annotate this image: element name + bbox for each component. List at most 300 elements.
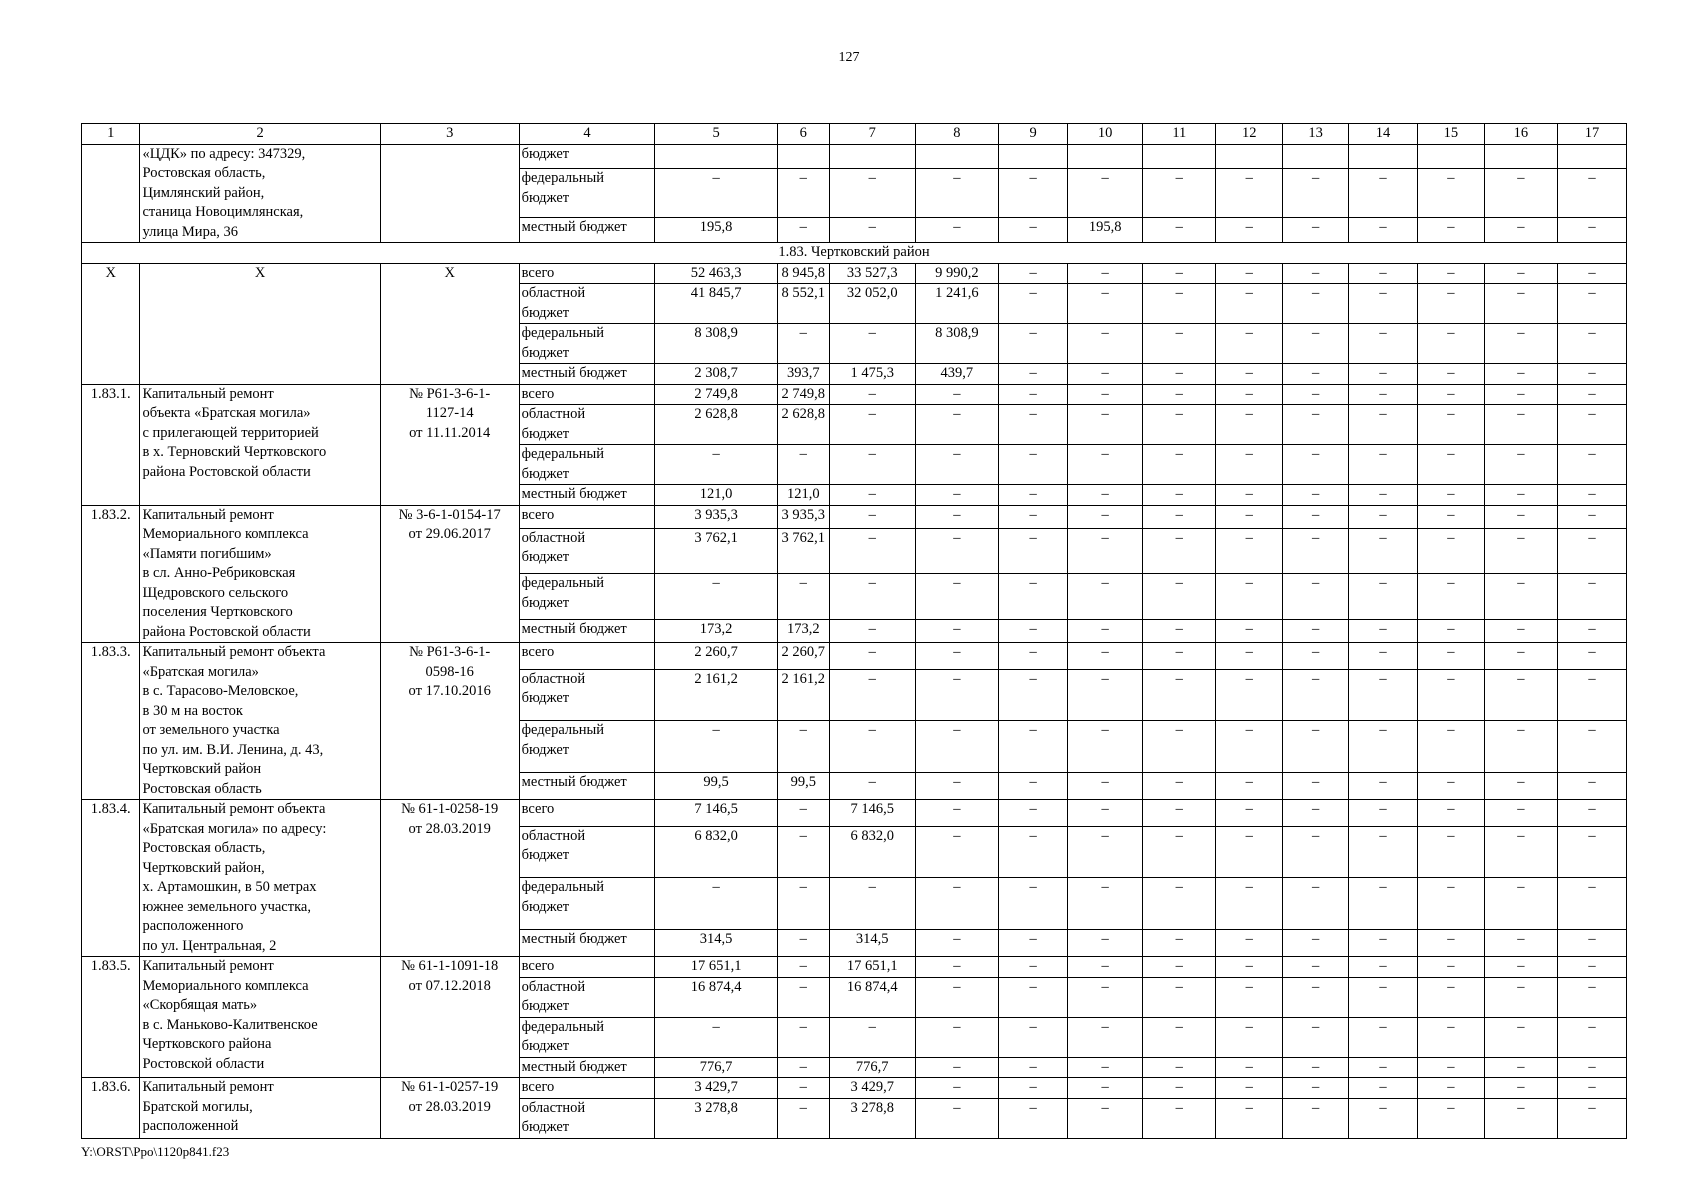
amount-cell: – bbox=[1283, 324, 1349, 364]
funding-source-line: всего bbox=[521, 506, 555, 523]
object-name-line: Мемориального комплекса bbox=[142, 526, 309, 542]
amount-cell: – bbox=[999, 505, 1068, 528]
amount-cell: – bbox=[1216, 169, 1283, 218]
item-number: Х bbox=[82, 263, 140, 384]
amount-cell: – bbox=[1068, 284, 1143, 324]
amount-cell: – bbox=[1143, 773, 1216, 800]
amount-cell: – bbox=[1484, 405, 1557, 445]
amount-cell: – bbox=[1349, 405, 1418, 445]
funding-source-line: всего bbox=[521, 644, 555, 660]
funding-source-line: областной bbox=[521, 1099, 586, 1116]
amount-cell: – bbox=[999, 643, 1068, 670]
funding-source-line: областной bbox=[521, 406, 586, 422]
object-name-line: станица Новоцимлянская, bbox=[142, 204, 304, 220]
amount-cell: – bbox=[1349, 1057, 1418, 1078]
amount-cell: – bbox=[777, 574, 829, 619]
amount-cell: 776,7 bbox=[655, 1057, 777, 1078]
amount-cell: – bbox=[1417, 957, 1484, 978]
amount-cell: 6 832,0 bbox=[829, 826, 915, 878]
column-number-header: 15 bbox=[1417, 124, 1484, 145]
funding-source-line: бюджет bbox=[521, 549, 570, 566]
funding-source bbox=[519, 218, 655, 243]
amount-cell: – bbox=[999, 485, 1068, 506]
amount-cell: – bbox=[1283, 445, 1349, 485]
amount-cell: – bbox=[655, 878, 777, 930]
amount-cell: 16 874,4 bbox=[829, 977, 915, 1017]
object-name-line: Чертковского района bbox=[142, 1036, 272, 1052]
amount-cell: – bbox=[1349, 485, 1418, 506]
amount-cell: – bbox=[829, 721, 915, 773]
funding-source bbox=[519, 169, 655, 218]
amount-cell: – bbox=[1349, 324, 1418, 364]
amount-cell: – bbox=[1349, 263, 1418, 284]
amount-cell: – bbox=[1417, 1078, 1484, 1099]
amount-cell: – bbox=[655, 1017, 777, 1057]
amount-cell: – bbox=[1484, 384, 1557, 405]
amount-cell: – bbox=[1349, 574, 1418, 619]
object-name-line: Х bbox=[254, 264, 266, 281]
amount-cell: 776,7 bbox=[829, 1057, 915, 1078]
object-name-line: х. Артамошкин, в 50 метрах bbox=[142, 879, 317, 895]
amount-cell: – bbox=[1557, 574, 1626, 619]
object-name-line: Капитальный ремонт объекта bbox=[142, 801, 326, 817]
amount-cell: – bbox=[1349, 957, 1418, 978]
amount-cell: 3 429,7 bbox=[829, 1078, 915, 1099]
amount-cell: 314,5 bbox=[655, 930, 777, 957]
amount-cell: – bbox=[1484, 1078, 1557, 1099]
table-row bbox=[82, 800, 1627, 827]
amount-cell: – bbox=[1484, 957, 1557, 978]
amount-cell: – bbox=[1349, 169, 1418, 218]
object-name-line: «Скорбящая мать» bbox=[142, 997, 258, 1013]
item-number: 1.83.3. bbox=[82, 643, 140, 800]
amount-cell: – bbox=[1417, 1057, 1484, 1078]
amount-cell: – bbox=[829, 773, 915, 800]
funding-source bbox=[519, 445, 655, 485]
amount-cell: 8 308,9 bbox=[915, 324, 999, 364]
funding-source bbox=[519, 1057, 655, 1078]
amount-cell: – bbox=[915, 505, 999, 528]
amount-cell: – bbox=[829, 574, 915, 619]
amount-cell: – bbox=[1557, 364, 1626, 385]
amount-cell: – bbox=[1349, 528, 1418, 573]
document-reference bbox=[380, 800, 519, 957]
funding-source-line: местный бюджет bbox=[521, 365, 627, 381]
amount-cell: – bbox=[1143, 505, 1216, 528]
amount-cell: 8 945,8 bbox=[777, 263, 829, 284]
object-name-line: Братской могилы, bbox=[142, 1098, 253, 1115]
amount-cell: – bbox=[1417, 485, 1484, 506]
amount-cell: – bbox=[777, 1098, 829, 1138]
amount-cell: 9 990,2 bbox=[915, 263, 999, 284]
amount-cell: – bbox=[1484, 800, 1557, 827]
document-reference bbox=[380, 1078, 519, 1139]
amount-cell: – bbox=[1417, 384, 1484, 405]
amount-cell: – bbox=[1068, 169, 1143, 218]
funding-source bbox=[519, 405, 655, 445]
funding-source bbox=[519, 957, 655, 978]
object-name-line: от земельного участка bbox=[142, 722, 280, 738]
amount-cell: – bbox=[1484, 485, 1557, 506]
amount-cell: – bbox=[1484, 669, 1557, 721]
amount-cell: – bbox=[1349, 619, 1418, 642]
amount-cell: – bbox=[1557, 669, 1626, 721]
object-name-line: «Братская могила» по адресу: bbox=[142, 820, 327, 837]
funding-source-line: бюджет bbox=[521, 1119, 570, 1135]
amount-cell: – bbox=[829, 643, 915, 670]
column-number-header: 12 bbox=[1216, 124, 1283, 145]
amount-cell: – bbox=[999, 619, 1068, 642]
amount-cell: – bbox=[1068, 773, 1143, 800]
object-name bbox=[140, 505, 380, 643]
amount-cell: – bbox=[777, 930, 829, 957]
amount-cell: – bbox=[915, 169, 999, 218]
amount-cell: – bbox=[1143, 364, 1216, 385]
table-row bbox=[82, 505, 1627, 528]
amount-cell: – bbox=[1143, 405, 1216, 445]
amount-cell: – bbox=[915, 405, 999, 445]
object-name-line: Ростовская область bbox=[142, 780, 262, 797]
amount-cell: – bbox=[777, 324, 829, 364]
funding-source-line: федеральный bbox=[521, 879, 605, 896]
amount-cell: – bbox=[1068, 405, 1143, 445]
object-name-line: Цимлянский район, bbox=[142, 184, 265, 201]
amount-cell: – bbox=[1484, 324, 1557, 364]
amount-cell: – bbox=[1484, 218, 1557, 243]
amount-cell: – bbox=[1557, 384, 1626, 405]
amount-cell: – bbox=[1143, 1098, 1216, 1138]
amount-cell: – bbox=[1484, 528, 1557, 573]
amount-cell: – bbox=[915, 930, 999, 957]
amount-cell: – bbox=[1417, 619, 1484, 642]
amount-cell: 3 762,1 bbox=[777, 528, 829, 573]
document-reference-line: № 61-1-1091-18 bbox=[401, 958, 499, 974]
amount-cell: – bbox=[1216, 721, 1283, 773]
object-name-line: «Братская могила» bbox=[142, 663, 259, 680]
amount-cell: – bbox=[1143, 284, 1216, 324]
amount-cell: 2 749,8 bbox=[655, 384, 777, 405]
amount-cell: – bbox=[777, 1057, 829, 1078]
amount-cell: – bbox=[1068, 574, 1143, 619]
funding-source-line: бюджет bbox=[521, 898, 570, 915]
document-reference-line: № 3-6-1-0154-17 bbox=[398, 506, 501, 523]
amount-cell: – bbox=[1283, 1078, 1349, 1099]
amount-cell: – bbox=[1143, 721, 1216, 773]
document-reference bbox=[380, 263, 519, 384]
amount-cell: – bbox=[1484, 721, 1557, 773]
amount-cell: – bbox=[999, 1078, 1068, 1099]
amount-cell: – bbox=[1557, 957, 1626, 978]
funding-source-line: федеральный bbox=[521, 170, 605, 187]
amount-cell: 2 628,8 bbox=[655, 405, 777, 445]
amount-cell: – bbox=[1283, 721, 1349, 773]
amount-cell: – bbox=[1283, 977, 1349, 1017]
amount-cell: – bbox=[1143, 169, 1216, 218]
object-name-line: Ростовской области bbox=[142, 1055, 265, 1072]
amount-cell: – bbox=[915, 445, 999, 485]
funding-source bbox=[519, 528, 655, 573]
amount-cell: – bbox=[999, 324, 1068, 364]
column-number-header: 17 bbox=[1557, 124, 1626, 145]
district-title: 1.83. Чертковский район bbox=[82, 243, 1627, 264]
amount-cell: – bbox=[829, 384, 915, 405]
amount-cell: – bbox=[1557, 878, 1626, 930]
amount-cell: – bbox=[915, 1078, 999, 1099]
amount-cell: – bbox=[1417, 721, 1484, 773]
amount-cell: – bbox=[1283, 505, 1349, 528]
amount-cell: – bbox=[1283, 284, 1349, 324]
amount-cell: – bbox=[1216, 977, 1283, 1017]
object-name-line: по ул. Центральная, 2 bbox=[142, 937, 277, 954]
amount-cell: – bbox=[655, 574, 777, 619]
object-name-line: в 30 м на восток bbox=[142, 702, 243, 719]
funding-source-line: областной bbox=[521, 827, 586, 844]
amount-cell: – bbox=[1283, 263, 1349, 284]
amount-cell: – bbox=[915, 574, 999, 619]
amount-cell: 52 463,3 bbox=[655, 263, 777, 284]
document-reference bbox=[380, 144, 519, 243]
item-number: 1.83.4. bbox=[82, 800, 140, 957]
amount-cell bbox=[655, 144, 777, 169]
funding-source-line: федеральный bbox=[521, 575, 605, 592]
amount-cell: – bbox=[999, 721, 1068, 773]
amount-cell: – bbox=[1283, 773, 1349, 800]
amount-cell: – bbox=[1068, 1057, 1143, 1078]
funding-source-line: бюджет bbox=[521, 741, 570, 758]
funding-source-line: областной bbox=[521, 978, 586, 995]
amount-cell: – bbox=[1143, 324, 1216, 364]
amount-cell: – bbox=[1068, 721, 1143, 773]
column-number-header: 9 bbox=[999, 124, 1068, 145]
amount-cell: – bbox=[915, 669, 999, 721]
amount-cell: – bbox=[1216, 773, 1283, 800]
amount-cell: 8 308,9 bbox=[655, 324, 777, 364]
amount-cell: – bbox=[1143, 619, 1216, 642]
amount-cell: – bbox=[1417, 445, 1484, 485]
amount-cell: – bbox=[1143, 669, 1216, 721]
amount-cell: – bbox=[1216, 826, 1283, 878]
amount-cell: 33 527,3 bbox=[829, 263, 915, 284]
amount-cell: 3 935,3 bbox=[655, 505, 777, 528]
amount-cell: 16 874,4 bbox=[655, 977, 777, 1017]
amount-cell: 3 429,7 bbox=[655, 1078, 777, 1099]
amount-cell bbox=[999, 144, 1068, 169]
object-name-line: улица Мира, 36 bbox=[142, 223, 239, 240]
amount-cell: – bbox=[1557, 218, 1626, 243]
amount-cell bbox=[829, 144, 915, 169]
object-name bbox=[140, 384, 380, 505]
amount-cell: – bbox=[1557, 773, 1626, 800]
footer-file-path: Y:\ORST\Ppo\1120p841.f23 bbox=[81, 1144, 230, 1159]
amount-cell: – bbox=[1557, 169, 1626, 218]
amount-cell: 2 161,2 bbox=[777, 669, 829, 721]
amount-cell: – bbox=[1557, 800, 1626, 827]
amount-cell: – bbox=[1068, 384, 1143, 405]
amount-cell bbox=[777, 144, 829, 169]
amount-cell: 2 749,8 bbox=[777, 384, 829, 405]
amount-cell: – bbox=[1068, 878, 1143, 930]
funding-source-line: областной bbox=[521, 285, 586, 301]
amount-cell: 2 260,7 bbox=[655, 643, 777, 670]
amount-cell: – bbox=[999, 364, 1068, 385]
amount-cell: – bbox=[1216, 669, 1283, 721]
table-row bbox=[82, 957, 1627, 978]
object-name bbox=[140, 1078, 380, 1139]
amount-cell: – bbox=[1349, 930, 1418, 957]
amount-cell: – bbox=[1557, 721, 1626, 773]
table-row bbox=[82, 384, 1627, 405]
amount-cell: – bbox=[1349, 445, 1418, 485]
amount-cell: – bbox=[1484, 1017, 1557, 1057]
funding-source bbox=[519, 485, 655, 506]
amount-cell: – bbox=[1484, 878, 1557, 930]
item-number: 1.83.6. bbox=[82, 1078, 140, 1139]
object-name-line: района Ростовской области bbox=[142, 463, 311, 480]
document-reference bbox=[380, 505, 519, 643]
amount-cell: – bbox=[1484, 263, 1557, 284]
amount-cell: – bbox=[915, 1098, 999, 1138]
amount-cell: – bbox=[915, 977, 999, 1017]
amount-cell: 3 278,8 bbox=[655, 1098, 777, 1138]
amount-cell: 121,0 bbox=[777, 485, 829, 506]
amount-cell: – bbox=[1283, 826, 1349, 878]
amount-cell bbox=[1557, 144, 1626, 169]
funding-source-line: федеральный bbox=[521, 722, 605, 739]
funding-source bbox=[519, 324, 655, 364]
funding-source-line: местный бюджет bbox=[521, 931, 627, 948]
funding-source-line: областной bbox=[521, 529, 586, 546]
amount-cell: 99,5 bbox=[655, 773, 777, 800]
funding-source-line: федеральный bbox=[521, 1018, 605, 1035]
amount-cell: – bbox=[1143, 930, 1216, 957]
column-number-header: 4 bbox=[519, 124, 655, 145]
object-name-line: расположенного bbox=[142, 918, 244, 934]
amount-cell bbox=[1417, 144, 1484, 169]
amount-cell: – bbox=[777, 826, 829, 878]
amount-cell: – bbox=[1349, 1078, 1418, 1099]
amount-cell: – bbox=[915, 528, 999, 573]
amount-cell: – bbox=[1143, 445, 1216, 485]
amount-cell: – bbox=[1484, 619, 1557, 642]
amount-cell: – bbox=[1068, 1078, 1143, 1099]
object-name bbox=[140, 800, 380, 957]
object-name-line: Чертковский район, bbox=[142, 859, 265, 876]
funding-source-line: местный бюджет bbox=[521, 1058, 627, 1075]
amount-cell: – bbox=[1216, 957, 1283, 978]
amount-cell: – bbox=[1283, 169, 1349, 218]
funding-source bbox=[519, 721, 655, 773]
amount-cell: – bbox=[999, 800, 1068, 827]
amount-cell: 17 651,1 bbox=[829, 957, 915, 978]
table-row bbox=[82, 144, 1627, 169]
amount-cell: – bbox=[1283, 1017, 1349, 1057]
funding-source bbox=[519, 144, 655, 169]
amount-cell: – bbox=[1068, 957, 1143, 978]
amount-cell: 195,8 bbox=[1068, 218, 1143, 243]
amount-cell: – bbox=[1068, 669, 1143, 721]
amount-cell: – bbox=[999, 977, 1068, 1017]
object-name bbox=[140, 643, 380, 800]
amount-cell: 6 832,0 bbox=[655, 826, 777, 878]
object-name-line: Ростовская область, bbox=[142, 840, 266, 856]
amount-cell: – bbox=[1068, 1098, 1143, 1138]
object-name-line: Капитальный ремонт bbox=[142, 506, 274, 523]
amount-cell: 393,7 bbox=[777, 364, 829, 385]
amount-cell: 3 935,3 bbox=[777, 505, 829, 528]
amount-cell: – bbox=[1283, 485, 1349, 506]
amount-cell: – bbox=[999, 669, 1068, 721]
amount-cell: – bbox=[1143, 485, 1216, 506]
amount-cell: – bbox=[1557, 1078, 1626, 1099]
column-number-header: 5 bbox=[655, 124, 777, 145]
amount-cell: – bbox=[777, 977, 829, 1017]
amount-cell: – bbox=[1143, 263, 1216, 284]
amount-cell: – bbox=[1216, 263, 1283, 284]
amount-cell: – bbox=[1143, 384, 1216, 405]
amount-cell: – bbox=[1283, 528, 1349, 573]
funding-source-line: всего bbox=[521, 1079, 555, 1095]
amount-cell: – bbox=[1417, 930, 1484, 957]
amount-cell: – bbox=[1417, 773, 1484, 800]
amount-cell: – bbox=[1068, 977, 1143, 1017]
funding-source bbox=[519, 826, 655, 878]
amount-cell: – bbox=[1349, 721, 1418, 773]
amount-cell: – bbox=[1349, 977, 1418, 1017]
amount-cell: – bbox=[1143, 218, 1216, 243]
amount-cell: – bbox=[999, 826, 1068, 878]
amount-cell: – bbox=[1557, 445, 1626, 485]
object-name-line: в сл. Анно-Ребриковская bbox=[142, 565, 296, 581]
amount-cell: – bbox=[999, 405, 1068, 445]
amount-cell: – bbox=[1417, 324, 1484, 364]
funding-source bbox=[519, 384, 655, 405]
amount-cell: – bbox=[999, 263, 1068, 284]
funding-source bbox=[519, 800, 655, 827]
amount-cell: – bbox=[915, 878, 999, 930]
amount-cell: – bbox=[1216, 1017, 1283, 1057]
amount-cell: 314,5 bbox=[829, 930, 915, 957]
amount-cell: – bbox=[1349, 284, 1418, 324]
funding-source bbox=[519, 930, 655, 957]
amount-cell: – bbox=[777, 800, 829, 827]
funding-source-line: федеральный bbox=[521, 325, 605, 341]
funding-source bbox=[519, 643, 655, 670]
amount-cell bbox=[1283, 144, 1349, 169]
amount-cell: – bbox=[1216, 800, 1283, 827]
funding-source-line: бюджет bbox=[521, 847, 570, 864]
table-row bbox=[82, 263, 1627, 284]
object-name bbox=[140, 263, 380, 384]
amount-cell: – bbox=[1283, 800, 1349, 827]
amount-cell: – bbox=[1283, 1098, 1349, 1138]
document-reference-line: от 17.10.2016 bbox=[408, 683, 491, 699]
amount-cell: – bbox=[1349, 364, 1418, 385]
amount-cell: – bbox=[915, 773, 999, 800]
amount-cell: – bbox=[915, 800, 999, 827]
amount-cell: 1 241,6 bbox=[915, 284, 999, 324]
page-number: 127 bbox=[838, 50, 860, 65]
amount-cell: – bbox=[1417, 878, 1484, 930]
amount-cell: – bbox=[999, 957, 1068, 978]
amount-cell: – bbox=[1484, 445, 1557, 485]
column-number-header: 10 bbox=[1068, 124, 1143, 145]
amount-cell: – bbox=[1216, 619, 1283, 642]
amount-cell: – bbox=[1283, 878, 1349, 930]
object-name-line: по ул. им. В.И. Ленина, д. 43, bbox=[142, 741, 324, 758]
amount-cell: – bbox=[1283, 405, 1349, 445]
amount-cell bbox=[915, 144, 999, 169]
amount-cell: – bbox=[1417, 364, 1484, 385]
